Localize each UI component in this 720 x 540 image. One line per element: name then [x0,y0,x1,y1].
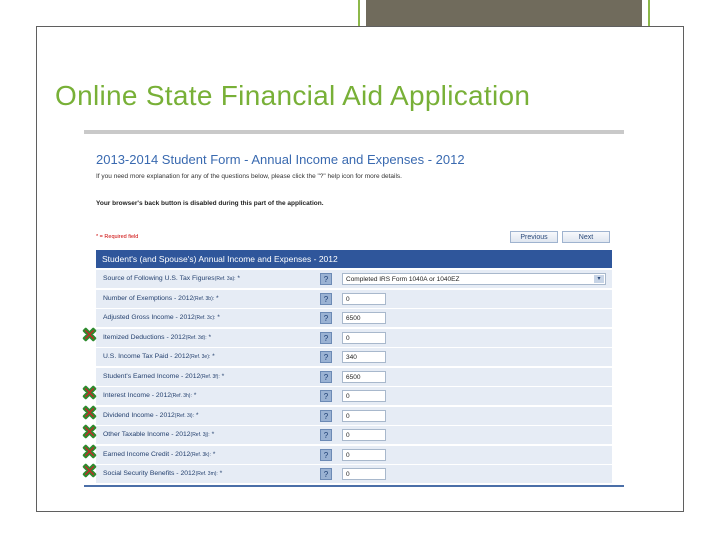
table-row [96,446,612,465]
field-reference: (Ref. 3e): [189,354,211,360]
field-label-text: Interest Income - 2012 [103,392,172,399]
next-button[interactable]: Next [562,231,610,243]
red-x-icon [82,444,97,459]
table-row [96,290,612,309]
help-icon[interactable]: ? [320,410,332,422]
field-label [103,431,214,438]
red-x-icon [82,405,97,420]
field-label-text: U.S. Income Tax Paid - 2012 [103,353,190,360]
table-row [96,348,612,367]
field-label [103,470,222,477]
table-row [96,465,612,484]
form-title: 2013-2014 Student Form - Annual Income and Expenses - 2012 [96,152,465,167]
field-reference: (Ref. 3c): [194,315,216,321]
field-reference: (Ref. 3j): [190,432,210,438]
previous-button[interactable]: Previous [510,231,558,243]
field-label [103,314,220,321]
form-screenshot [84,130,624,487]
required-marker: * [191,392,197,399]
table-row [96,270,612,289]
required-marker: * [235,275,241,282]
field-reference: (Ref. 3m): [195,471,218,477]
help-icon[interactable]: ? [320,449,332,461]
table-row [96,329,612,348]
tax-source-select[interactable] [342,273,606,285]
red-x-icon [82,424,97,439]
table-row [96,309,612,328]
help-icon[interactable]: ? [320,371,332,383]
field-label-text: Earned Income Credit - 2012 [103,450,191,458]
field-label [103,353,215,360]
table-row [96,426,612,445]
table-row [96,407,612,426]
amount-input[interactable]: 6500 [342,371,386,383]
amount-input[interactable]: 0 [342,390,386,402]
red-x-icon [82,327,97,342]
select-value: Completed IRS Form 1040A or 1040EZ [346,276,460,283]
amount-input[interactable]: 0 [342,468,386,480]
field-reference: (Ref. 3d): [185,334,207,341]
field-label [103,334,211,341]
field-label [103,451,215,458]
field-label-text: Source of Following U.S. Tax Figures [103,275,215,282]
table-row [96,368,612,387]
help-icon[interactable]: ? [320,468,332,480]
section-header: Student's (and Spouse's) Annual Income and Expenses - 2012 [96,250,612,268]
required-marker: * [210,450,216,458]
field-reference: (Ref. 3f): [200,373,220,380]
screenshot-bottom-rule [84,485,624,487]
required-marker: * [217,470,223,477]
field-label [103,412,199,419]
help-text: If you need more explanation for any of the questions below, please click the "?" help icon for more details. [96,173,402,180]
field-label [103,295,219,302]
field-reference: (Ref. 3a): [214,276,236,282]
required-marker: * [219,372,225,380]
table-row [96,387,612,406]
amount-input[interactable]: 0 [342,429,386,441]
help-icon[interactable]: ? [320,332,332,344]
field-label-text: Number of Exemptions - 2012 [103,294,194,302]
help-icon[interactable]: ? [320,351,332,363]
field-label-text: Adjusted Gross Income - 2012 [103,314,195,321]
field-label-text: Social Security Benefits - 2012 [103,470,196,477]
field-label-text: Student's Earned Income - 2012 [103,372,201,380]
help-icon[interactable]: ? [320,273,332,285]
required-marker: * [215,314,220,321]
slide-title: Online State Financial Aid Application [55,80,531,111]
required-marker: * [210,353,215,360]
required-marker: * [209,431,215,438]
amount-input[interactable]: 0 [342,410,386,422]
help-icon[interactable]: ? [320,312,332,324]
field-label-text: Itemized Deductions - 2012 [103,333,186,341]
help-icon[interactable]: ? [320,390,332,402]
amount-input[interactable]: 340 [342,351,386,363]
help-icon[interactable]: ? [320,293,332,305]
help-icon[interactable]: ? [320,429,332,441]
field-label [103,392,196,399]
required-marker: * [193,411,199,419]
field-label [103,275,240,282]
red-x-icon [82,385,97,400]
field-label [103,373,224,380]
required-marker: * [206,333,212,341]
field-label-text: Dividend Income - 2012 [103,411,175,419]
field-reference: (Ref. 3b): [193,295,215,302]
required-marker: * [214,294,219,302]
red-x-icon [82,463,97,478]
back-button-note: Your browser's back button is disabled during this part of the application. [96,200,324,207]
chevron-down-icon[interactable]: ▾ [594,275,604,283]
field-reference: (Ref. 3i): [174,412,194,419]
amount-input[interactable]: 0 [342,332,386,344]
field-reference: (Ref. 3k): [190,451,211,458]
required-field-note: * = Required field [96,234,139,240]
amount-input[interactable]: 6500 [342,312,386,324]
amount-input[interactable]: 0 [342,293,386,305]
amount-input[interactable]: 0 [342,449,386,461]
field-label-text: Other Taxable Income - 2012 [103,431,191,438]
field-reference: (Ref. 3h): [171,393,192,399]
